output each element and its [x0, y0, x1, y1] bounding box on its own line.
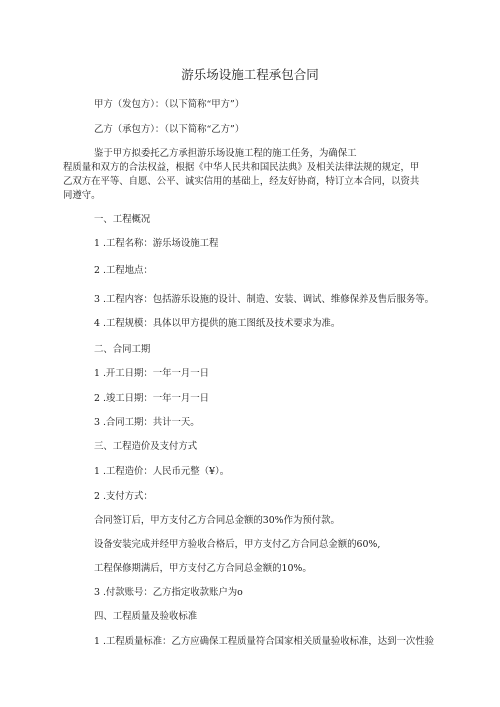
preamble-line-1: 鉴于甲方拟委托乙方承担游乐场设施工程的施工任务，为确保工 [94, 148, 357, 159]
section-3-item-3: 3 .付款账号：乙方指定收款账户为o [94, 587, 243, 598]
party-b-line: 乙方（承包方）：（以下简称“乙方”） [94, 124, 245, 135]
payment-terms-line-2: 设备安装完成并经甲方验收合格后，甲方支付乙方合同总金额的60%, [94, 539, 381, 550]
document-title: 游乐场设施工程承包合同 [181, 67, 319, 82]
section-2-item-2: 2 .竣工日期：一年一月一日 [94, 393, 210, 404]
section-1-item-2: 2 .工程地点： [94, 265, 153, 276]
preamble-line-4: 同遵守。 [63, 190, 101, 201]
section-4-heading: 四、工程质量及验收标准 [94, 611, 198, 622]
preamble-line-3: 乙双方在平等、自愿、公平、诚实信用的基础上，经友好协商，特订立本合同，以资共 [63, 176, 420, 187]
section-1-item-4: 4 .工程规模：具体以甲方提供的施工图纸及技术要求为准。 [94, 318, 341, 329]
section-3-item-1: 1 .工程造价：人民币元整（¥）。 [94, 466, 230, 477]
section-4-item-1: 1 .工程质量标准：乙方应确保工程质量符合国家相关质量验收标准，达到一次性验 [94, 636, 435, 647]
section-2-heading: 二、合同工期 [94, 344, 151, 355]
section-2-item-1: 1 .开工日期：一年一月一日 [94, 368, 210, 379]
section-3-item-2: 2 .支付方式： [94, 491, 153, 502]
section-2-item-3: 3 .合同工期：共计一天。 [94, 417, 200, 428]
section-3-heading: 三、工程造价及支付方式 [94, 441, 198, 452]
section-1-item-1: 1 .工程名称：游乐场设施工程 [94, 238, 219, 249]
party-a-line: 甲方（发包方）：（以下简称“甲方”） [94, 99, 245, 110]
section-1-item-3: 3 .工程内容：包括游乐设施的设计、制造、安装、调试、维修保养及售后服务等。 [94, 294, 435, 305]
preamble-line-2: 程质量和双方的合法权益，根据《中华人民共和国民法典》及相关法律法规的规定，甲 [63, 162, 420, 173]
section-1-heading: 一、工程概况 [94, 214, 151, 225]
payment-terms-line-3: 工程保修期满后，甲方支付乙方合同总金额的10%。 [94, 563, 312, 574]
payment-terms-line-1: 合同签订后，甲方支付乙方合同总金额的30%作为预付款。 [94, 515, 340, 526]
